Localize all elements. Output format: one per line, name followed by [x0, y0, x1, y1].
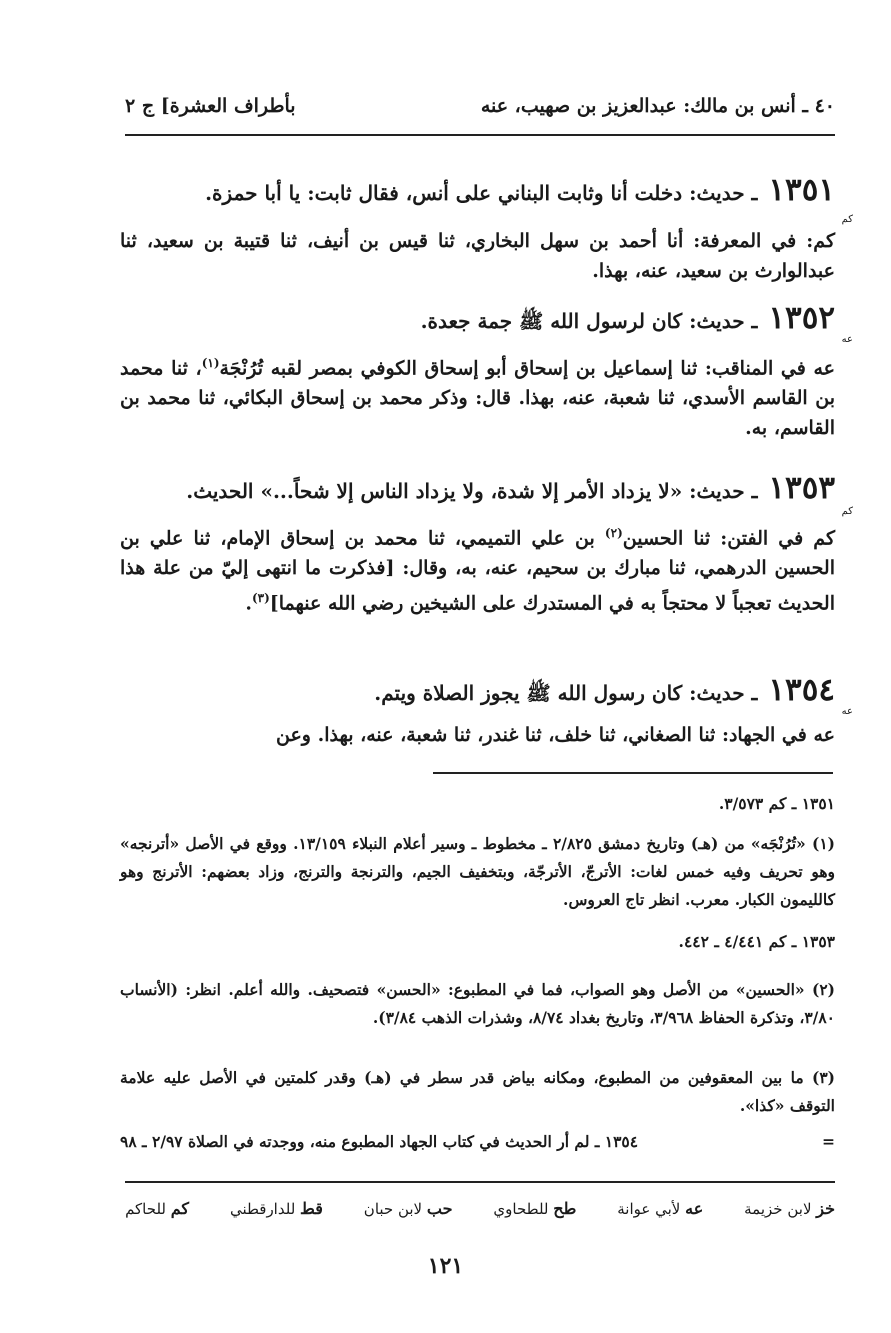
body-text-part: .	[245, 592, 252, 615]
header-chapter-title: ٤٠ ـ أنس بن مالك: عبدالعزيز بن صهيب، عنه	[480, 95, 835, 117]
footnote-1354	[120, 1128, 835, 1156]
hadith-title-1351	[120, 172, 835, 208]
abbreviation-item: قط للدارقطني	[229, 1198, 323, 1218]
abbreviations-divider	[125, 1181, 835, 1183]
body-text-part: بن علي التميمي، ثنا محمد بن إسحاق الإمام، ثنا علي بن الحسين الدرهمي، ثنا مبارك بن سحيم، عنه، به، وقال: [فذكرت ما انتهى إليّ من علة هذا الحديث تعجباً لا محتجاً به في المستدرك على الشيخين رضي الله عنهما]	[120, 527, 835, 615]
hadith-incipit: ـ حديث: دخلت أنا وثابت البناني على أنس، فقال ثابت: يا أبا حمزة.	[205, 181, 758, 205]
abbreviation-item: عه لأبي عوانة	[617, 1198, 704, 1218]
footnote-1351: ١٣٥١ ـ كم ٣/٥٧٣.	[718, 794, 835, 813]
abbreviation-item: كم للحاكم	[125, 1198, 190, 1218]
hadith-body-1353	[120, 518, 835, 619]
source-mark: كم	[841, 506, 853, 517]
body-text-part: ، ثنا محمد بن القاسم الأسدي، ثنا شعبة، عنه، بهذا. قال: وذكر محمد بن إسحاق البكائي، ثنا محمد بن القاسم، به.	[120, 357, 835, 440]
hadith-body-1352	[120, 348, 835, 443]
hadith-number: ١٣٥١	[768, 172, 835, 208]
footnote-divider	[433, 772, 833, 774]
header-book-title: بأطراف العشرة] ج ٢	[125, 95, 296, 117]
hadith-body-1354: عه في الجهاد: ثنا الصغاني، ثنا خلف، ثنا غندر، ثنا شعبة، عنه، بهذا. وعن	[276, 724, 835, 746]
footnote-1: (١) «تُرُنْجَه» من (هـ) وتاريخ دمشق ٢/٨٢٥ ـ مخطوط ـ وسير أعلام النبلاء ١٣/١٥٩. ووقع في الأصل «أترنجه» وهو تحريف وفيه خمس لغات: الأترجّ، الأترجّة، وبتخفيف الجيم، والترنجة والترنج، وزاد بعضهم: الأترنج وهو كالليمون الكبار. معرب. انظر تاج العروس.	[120, 834, 835, 909]
header-divider	[125, 134, 835, 136]
hadith-title-1353	[120, 470, 835, 506]
hadith-title-1352	[120, 300, 835, 338]
source-mark: عه	[841, 706, 853, 717]
footnote-2: (٢) «الحسين» من الأصل وهو الصواب، فما في المطبوع: «الحسن» فتصحيف. والله أعلم. انظر: (الأنساب ٣/٨٠، وتذكرة الحفاظ ٣/٩٦٨، وتاريخ بغداد ٨/٧٤، وشذرات الذهب ٣/٨٤).	[120, 980, 835, 1027]
abbreviation-item: حب لابن حبان	[363, 1198, 453, 1218]
footnote-ref: (١)	[201, 356, 220, 370]
footnote-ref: (٢)	[604, 526, 623, 540]
source-mark: كم	[841, 214, 853, 225]
hadith-incipit: ـ حديث: «لا يزداد الأمر إلا شدة، ولا يزداد الناس إلا شحاً...» الحديث.	[186, 479, 758, 503]
hadith-title-1354	[120, 672, 835, 710]
page-number: ١٢١	[427, 1253, 464, 1279]
hadith-incipit: ـ حديث: كان رسول الله ﷺ يجوز الصلاة ويتم.	[374, 681, 758, 705]
hadith-number: ١٣٥٣	[768, 470, 835, 506]
running-header	[125, 88, 835, 124]
abbreviation-item: طح للطحاوي	[493, 1198, 577, 1218]
footnote-text: ١٣٥٤ ـ لم أر الحديث في كتاب الجهاد المطبوع منه، ووجدته في الصلاة ٢/٩٧ ـ ٩٨	[120, 1132, 639, 1151]
hadith-number: ١٣٥٤	[768, 672, 835, 708]
source-mark: عه	[841, 334, 853, 345]
hadith-number: ١٣٥٢	[768, 300, 835, 336]
footnote-3: (٣) ما بين المعقوفين من المطبوع، ومكانه بياض قدر سطر في (هـ) وقدر كلمتين في الأصل عليه علامة التوقف «كذا».	[120, 1068, 835, 1115]
continuation-mark: =	[822, 1132, 835, 1151]
hadith-body-1351: كم: في المعرفة: أنا أحمد بن سهل البخاري، ثنا قيس بن أنيف، ثنا قتيبة بن سعيد، ثنا عبدالوارث بن سعيد، عنه، بهذا.	[120, 230, 835, 282]
body-text-part: كم في الفتن: ثنا الحسين	[622, 527, 835, 550]
footnote-1353: ١٣٥٣ ـ كم ٤/٤٤١ ـ ٤٤٢.	[678, 932, 835, 951]
abbreviations-key	[125, 1195, 835, 1221]
hadith-incipit: ـ حديث: كان لرسول الله ﷺ جمة جعدة.	[420, 309, 758, 333]
footnote-ref: (٣)	[251, 591, 270, 606]
abbreviation-item: خز لابن خزيمة	[744, 1198, 835, 1218]
body-text-part: عه في المناقب: ثنا إسماعيل بن إسحاق أبو إسحاق الكوفي بمصر لقبه تُرُنْجَة	[219, 357, 836, 380]
